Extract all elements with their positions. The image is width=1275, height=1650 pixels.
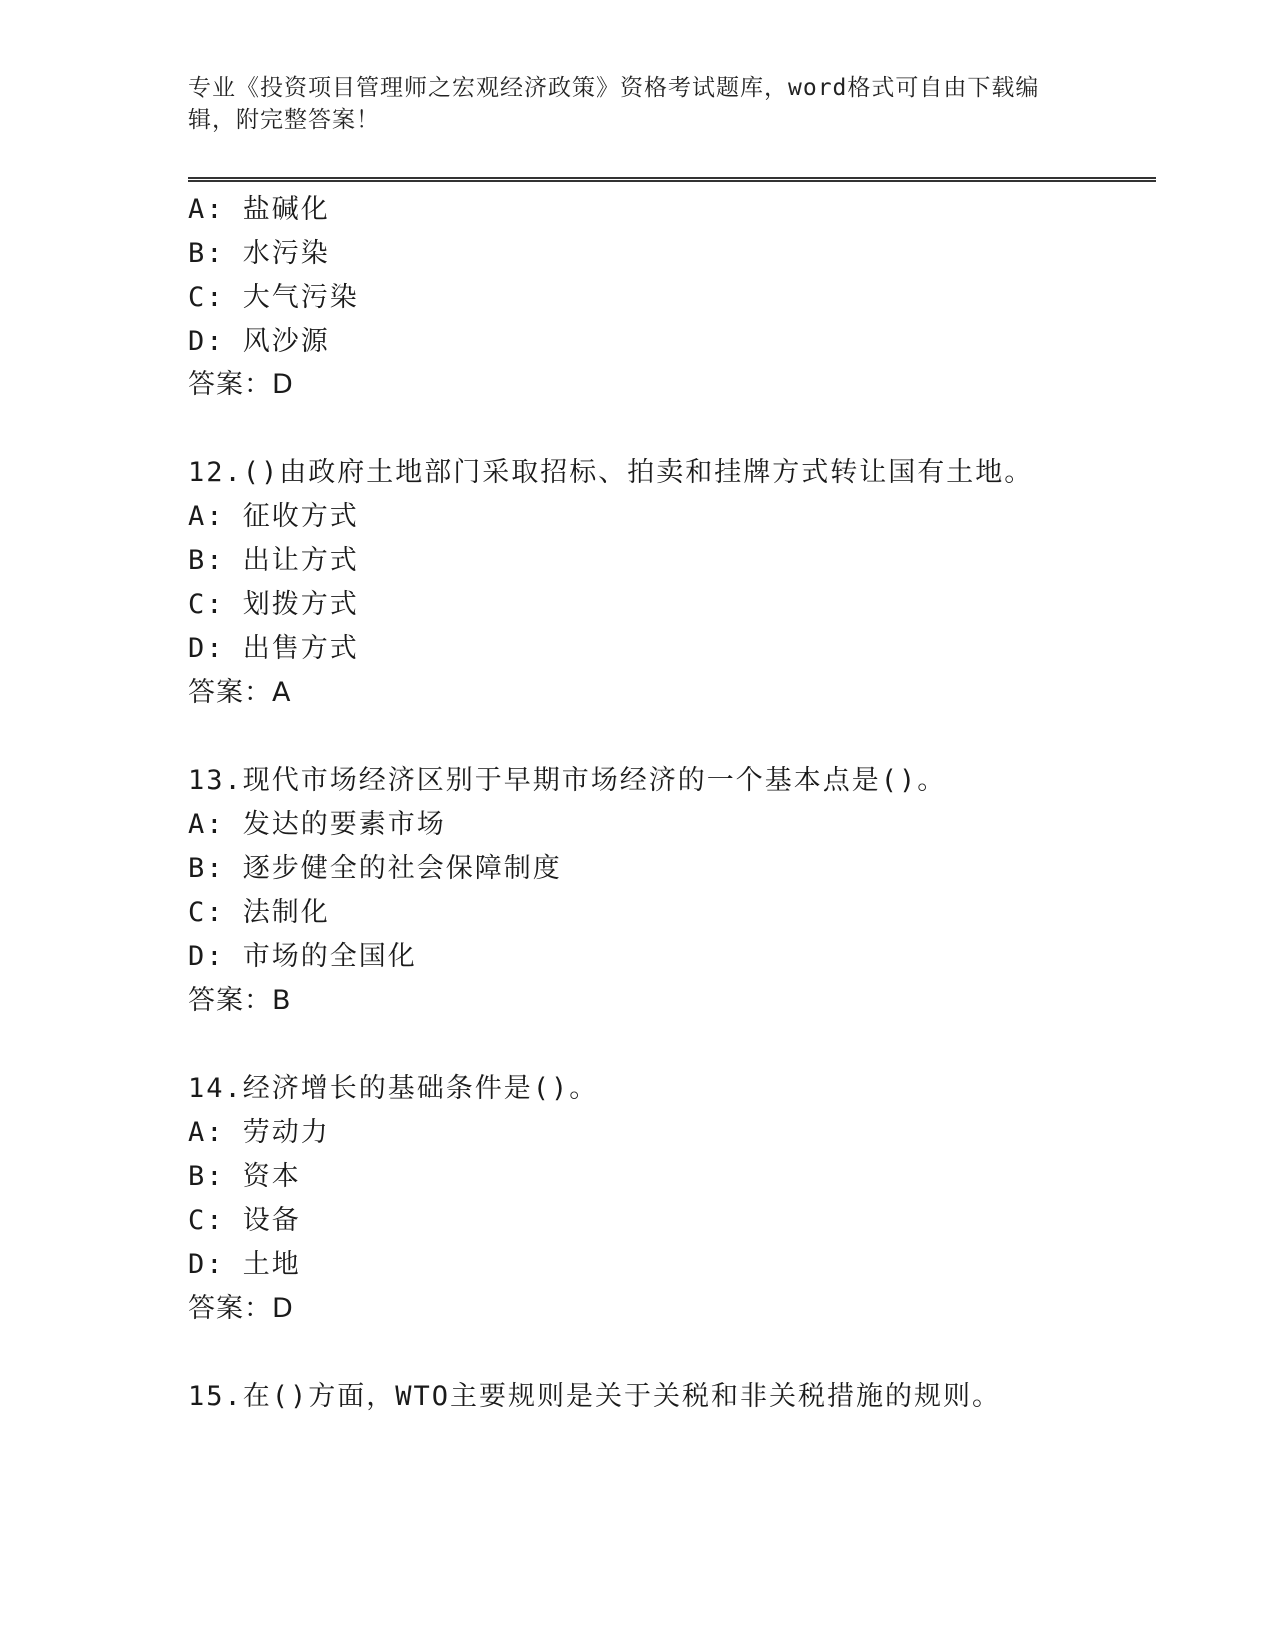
- q14-option-d: D: 土地: [188, 1249, 301, 1280]
- q13-option-c: C: 法制化: [188, 897, 330, 928]
- q14-option-b: B: 资本: [188, 1161, 301, 1192]
- q13-option-b: B: 逐步健全的社会保障制度: [188, 853, 562, 884]
- q12-answer: 答案：A: [188, 677, 292, 708]
- q11-answer: 答案：D: [188, 369, 294, 400]
- q11-option-d: D: 风沙源: [188, 326, 330, 357]
- document-header: 专业《投资项目管理师之宏观经济政策》资格考试题库，word格式可自由下载编辑，附完整答案！: [188, 75, 1040, 133]
- q13-option-d: D: 市场的全国化: [188, 941, 417, 972]
- q13-answer: 答案：B: [188, 985, 292, 1016]
- q12-option-d: D: 出售方式: [188, 633, 359, 664]
- q11-option-a: A: 盐碱化: [188, 194, 330, 225]
- q12-option-c: C: 划拨方式: [188, 589, 359, 620]
- q14-question: 14.经济增长的基础条件是()。: [188, 1073, 599, 1104]
- q13-option-a: A: 发达的要素市场: [188, 809, 446, 840]
- q11-option-c: C: 大气污染: [188, 282, 359, 313]
- q12-option-a: A: 征收方式: [188, 501, 359, 532]
- q14-option-a: A: 劳动力: [188, 1117, 330, 1148]
- q14-option-c: C: 设备: [188, 1205, 301, 1236]
- q12-question: 12.()由政府土地部门采取招标、拍卖和挂牌方式转让国有土地。: [188, 457, 1034, 488]
- header-divider: [188, 177, 1156, 182]
- q14-answer: 答案：D: [188, 1293, 294, 1324]
- q13-question: 13.现代市场经济区别于早期市场经济的一个基本点是()。: [188, 765, 947, 796]
- q12-option-b: B: 出让方式: [188, 545, 359, 576]
- q11-option-b: B: 水污染: [188, 238, 330, 269]
- q15-question: 15.在()方面，WTO主要规则是关于关税和非关税措施的规则。: [188, 1381, 1002, 1412]
